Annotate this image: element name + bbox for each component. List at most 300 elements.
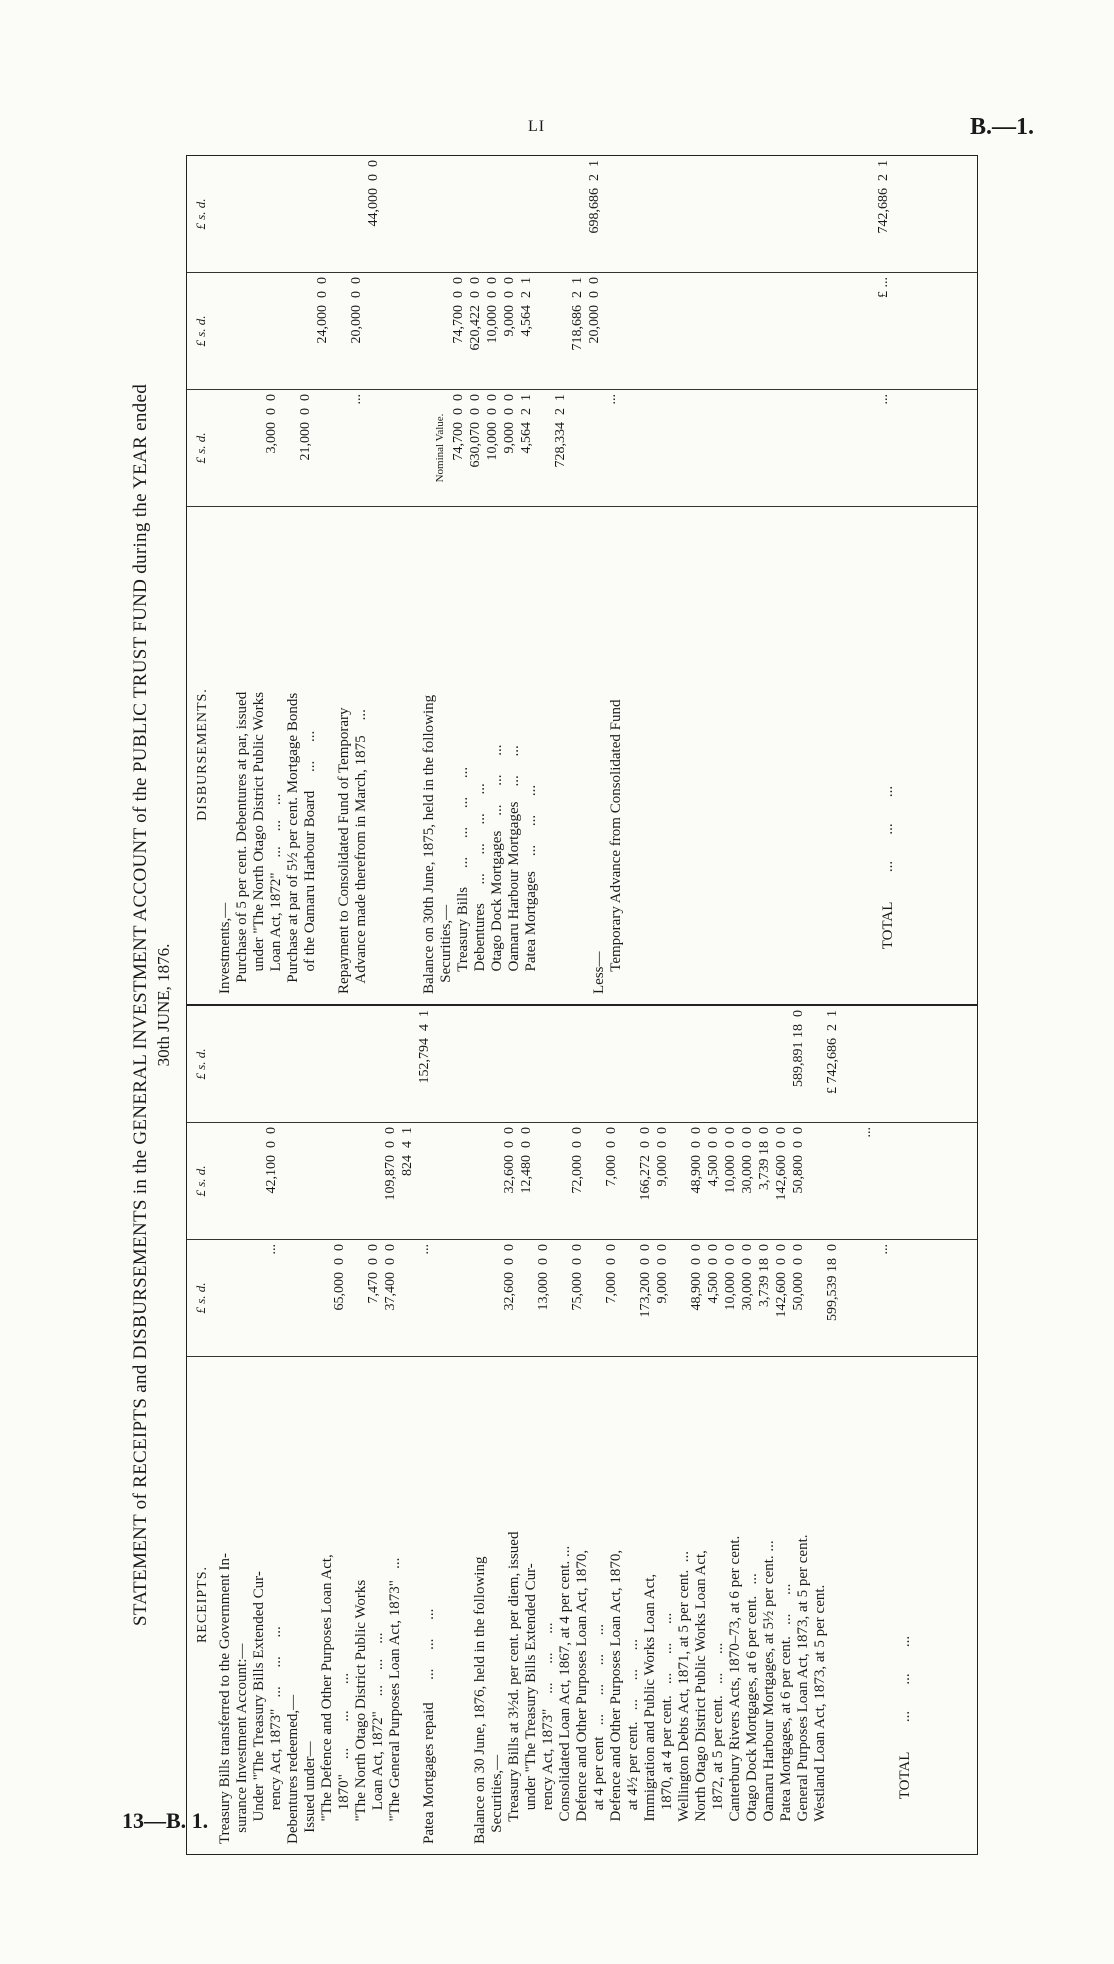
disbursements-amount-col-2 bbox=[187, 272, 977, 389]
text-line bbox=[828, 515, 845, 994]
text-line bbox=[811, 515, 828, 994]
amount-cell bbox=[859, 160, 876, 268]
amount-cell bbox=[281, 1127, 298, 1235]
amount-cell bbox=[672, 1010, 689, 1118]
amount-cell bbox=[621, 160, 638, 268]
text-line: Oamaru Harbour Mortgages ... ... bbox=[505, 745, 522, 994]
amount-cell: 824 4 1 bbox=[400, 1127, 416, 1176]
amount-cell bbox=[315, 1244, 332, 1352]
amount-cell bbox=[808, 1010, 825, 1118]
amount-cell bbox=[706, 277, 723, 385]
amount-cell bbox=[400, 277, 417, 385]
amount-cell bbox=[672, 277, 689, 385]
text-line: Purchase of 5 per cent. Debentures at par, issued bbox=[233, 691, 250, 994]
amount-cell bbox=[485, 1010, 502, 1118]
amount-cell: 21,000 0 0 bbox=[298, 394, 314, 461]
amount-cell bbox=[859, 394, 876, 502]
amount-cell bbox=[417, 1127, 434, 1235]
disbursements-col1-values bbox=[213, 394, 893, 502]
amount-cell bbox=[536, 277, 553, 385]
amount-cell bbox=[893, 1244, 910, 1352]
text-line: Westland Loan Act, 1873, at 5 per cent. bbox=[811, 1584, 828, 1844]
text-line bbox=[386, 515, 403, 994]
amount-cell: 142,600 0 0 bbox=[774, 1127, 790, 1201]
amount-cell: ... bbox=[876, 394, 892, 405]
text-line bbox=[454, 1365, 471, 1844]
amount-cell: ... bbox=[604, 394, 620, 405]
amount-cell bbox=[281, 1010, 298, 1118]
amount-cell: 20,000 0 0 bbox=[349, 277, 365, 344]
amount-cell bbox=[213, 394, 230, 502]
amount-cell bbox=[842, 394, 859, 502]
amount-cell: 589,891 18 0 bbox=[791, 1010, 807, 1087]
amount-cell bbox=[536, 1127, 553, 1235]
amount-cell bbox=[553, 1244, 570, 1352]
text-line: Repayment to Consolidated Fund of Temporary bbox=[335, 707, 352, 994]
amount-cell bbox=[587, 394, 604, 502]
amount-cell bbox=[332, 277, 349, 385]
amount-cell bbox=[230, 1244, 247, 1352]
text-line bbox=[624, 515, 641, 994]
amount-cell bbox=[298, 1244, 315, 1352]
amount-cell bbox=[519, 1244, 536, 1352]
amount-cell: 65,000 0 0 bbox=[332, 1244, 348, 1311]
text-line bbox=[845, 515, 862, 994]
receipts-half bbox=[187, 1006, 977, 1854]
amount-cell bbox=[213, 1244, 230, 1352]
amount-cell: 3,000 0 0 bbox=[264, 394, 280, 454]
amount-cell: 24,000 0 0 bbox=[315, 277, 331, 344]
amount-cell: 9,000 0 0 bbox=[502, 394, 518, 454]
amount-cell bbox=[247, 160, 264, 268]
amount-cell bbox=[502, 1010, 519, 1118]
text-line: at 4½ per cent. ... ... ... bbox=[624, 1639, 641, 1844]
amount-cell bbox=[655, 277, 672, 385]
amount-cell: 9,000 0 0 bbox=[502, 277, 518, 337]
amount-cell: ... bbox=[264, 1244, 280, 1255]
disbursements-half bbox=[187, 156, 977, 1006]
text-line: 1870" ... ... ... bbox=[335, 1672, 352, 1844]
amount-cell: 48,900 0 0 bbox=[689, 1127, 705, 1194]
text-line bbox=[573, 515, 590, 994]
text-line: Balance on 30th June, 1875, held in the following bbox=[420, 694, 437, 994]
amount-cell bbox=[808, 277, 825, 385]
amount-cell bbox=[230, 160, 247, 268]
amount-cell: 30,000 0 0 bbox=[740, 1127, 756, 1194]
receipts-amount-col-1 bbox=[187, 1239, 977, 1356]
amount-cell bbox=[553, 277, 570, 385]
amount-cell bbox=[740, 1010, 757, 1118]
text-line: Patea Mortgages repaid ... ... ... bbox=[420, 1608, 437, 1844]
amount-cell: 32,600 0 0 bbox=[502, 1127, 518, 1194]
amount-cell bbox=[638, 160, 655, 268]
text-line: Securities,— bbox=[437, 904, 454, 994]
amount-cell bbox=[383, 160, 400, 268]
amount-cell bbox=[757, 277, 774, 385]
amount-cell bbox=[264, 277, 281, 385]
amount-cell bbox=[281, 1244, 298, 1352]
amount-cell: 72,000 0 0 bbox=[570, 1127, 586, 1194]
text-line bbox=[658, 515, 675, 994]
amount-cell: 3,739 18 0 bbox=[757, 1244, 773, 1307]
amount-cell bbox=[536, 394, 553, 502]
statement-title: STATEMENT of RECEIPTS and DISBURSEMENTS in the GENERAL INVESTMENT ACCOUNT of the PUBLIC TRUST FUND during the YEAR ended bbox=[130, 383, 151, 1627]
amount-cell bbox=[808, 1244, 825, 1352]
amount-cell bbox=[315, 394, 332, 502]
amount-cell: Nominal Value. bbox=[434, 413, 447, 483]
amount-cell bbox=[434, 277, 451, 385]
amount-cell bbox=[349, 160, 366, 268]
amount-cell bbox=[417, 394, 434, 502]
amount-cell: 10,000 0 0 bbox=[485, 394, 501, 461]
text-line bbox=[539, 515, 556, 994]
text-line: 1870, at 4 per cent. ... ... ... bbox=[658, 1612, 675, 1844]
text-line bbox=[369, 515, 386, 994]
text-line: Consolidated Loan Act, 1867, at 4 per cent. ... bbox=[556, 1545, 573, 1844]
amount-cell bbox=[740, 160, 757, 268]
amount-cell bbox=[723, 160, 740, 268]
text-line: Under "The Treasury Bills Extended Cur- bbox=[250, 1571, 267, 1844]
amount-cell bbox=[570, 160, 587, 268]
text-line bbox=[692, 515, 709, 994]
amount-cell: 630,070 0 0 bbox=[468, 394, 484, 468]
amount-cell: 74,700 0 0 bbox=[451, 394, 467, 461]
text-line: Otago Dock Mortgages, at 6 per cent. ... bbox=[743, 1573, 760, 1844]
amount-cell bbox=[842, 160, 859, 268]
amount-cell bbox=[638, 1010, 655, 1118]
text-line: Wellington Debts Act, 1871, at 5 per cent. ... bbox=[675, 1550, 692, 1844]
amount-cell bbox=[655, 1010, 672, 1118]
amount-cell bbox=[468, 1127, 485, 1235]
amount-cell: 4,564 2 1 bbox=[519, 277, 535, 337]
amount-cell bbox=[825, 1127, 842, 1235]
amount-cell bbox=[842, 1244, 859, 1352]
receipts-description-column bbox=[187, 1356, 977, 1854]
amount-cell: 13,000 0 0 bbox=[536, 1244, 552, 1311]
text-line: Advance made therefrom in March, 1875 ... bbox=[352, 709, 369, 994]
text-line bbox=[845, 1365, 862, 1844]
text-line bbox=[862, 515, 879, 994]
amount-cell bbox=[247, 394, 264, 502]
amount-cell: 42,100 0 0 bbox=[264, 1127, 280, 1194]
text-line: Immigration and Public Works Loan Act, bbox=[641, 1573, 658, 1844]
receipts-lines bbox=[216, 1365, 913, 1844]
amount-cell: 10,000 0 0 bbox=[723, 1244, 739, 1311]
amount-cell bbox=[298, 160, 315, 268]
amount-cell: 37,400 0 0 bbox=[383, 1244, 399, 1311]
amount-cell bbox=[672, 1244, 689, 1352]
amount-cell: ... bbox=[876, 1244, 892, 1255]
amount-cell bbox=[264, 1010, 281, 1118]
amount-cell bbox=[791, 394, 808, 502]
text-line bbox=[556, 515, 573, 994]
amount-cell bbox=[689, 160, 706, 268]
amount-cell bbox=[587, 1010, 604, 1118]
amount-cell: 742,686 2 1 bbox=[876, 160, 892, 234]
amount-cell bbox=[332, 160, 349, 268]
amount-cell bbox=[247, 1127, 264, 1235]
amount-cell bbox=[400, 1010, 417, 1118]
amount-cell bbox=[417, 277, 434, 385]
text-line bbox=[743, 515, 760, 994]
amount-cell bbox=[213, 1127, 230, 1235]
amount-cell bbox=[366, 394, 383, 502]
amount-cell: 48,900 0 0 bbox=[689, 1244, 705, 1311]
amount-cell bbox=[451, 160, 468, 268]
amount-cell bbox=[434, 1244, 451, 1352]
amount-cell: 166,272 0 0 bbox=[638, 1127, 654, 1201]
amount-cell bbox=[553, 160, 570, 268]
amount-cell bbox=[383, 394, 400, 502]
text-line: under "The North Otago District Public Works bbox=[250, 691, 267, 994]
amount-cell: 50,000 0 0 bbox=[791, 1244, 807, 1311]
amount-cell bbox=[298, 1127, 315, 1235]
amount-cell bbox=[485, 1127, 502, 1235]
text-line bbox=[437, 1365, 454, 1844]
amount-cell bbox=[638, 394, 655, 502]
amount-cell bbox=[519, 1010, 536, 1118]
text-line: "The North Otago District Public Works bbox=[352, 1579, 369, 1844]
amount-cell bbox=[808, 1127, 825, 1235]
amount-cell bbox=[808, 160, 825, 268]
text-line: General Purposes Loan Act, 1873, at 5 per cent. bbox=[794, 1534, 811, 1844]
amount-cell bbox=[230, 394, 247, 502]
column-heading: £ s. d. bbox=[193, 1165, 209, 1197]
amount-cell bbox=[315, 1127, 332, 1235]
text-line: at 4 per cent ... ... ... ... bbox=[590, 1624, 607, 1844]
text-line: Loan Act, 1872" ... ... ... bbox=[267, 793, 284, 994]
amount-cell bbox=[655, 394, 672, 502]
amount-cell bbox=[706, 394, 723, 502]
amount-cell: 109,870 0 0 bbox=[383, 1127, 399, 1201]
amount-cell bbox=[434, 1127, 451, 1235]
text-line bbox=[828, 1365, 845, 1844]
text-line: Treasury Bills at 3½d. per cent. per diem, issued bbox=[505, 1531, 522, 1844]
amount-cell bbox=[774, 394, 791, 502]
text-line: Treasury Bills transferred to the Government In- bbox=[216, 1552, 233, 1844]
amount-cell: 142,600 0 0 bbox=[774, 1244, 790, 1318]
amount-cell bbox=[689, 1010, 706, 1118]
text-line bbox=[675, 515, 692, 994]
amount-cell bbox=[859, 1244, 876, 1352]
amount-cell bbox=[366, 277, 383, 385]
text-line bbox=[879, 1365, 896, 1844]
amount-cell bbox=[519, 160, 536, 268]
text-line: Otago Dock Mortgages ... ... ... bbox=[488, 744, 505, 994]
amount-cell: 10,000 0 0 bbox=[485, 277, 501, 344]
amount-cell bbox=[842, 277, 859, 385]
amount-cell: 30,000 0 0 bbox=[740, 1244, 756, 1311]
amount-cell bbox=[774, 1010, 791, 1118]
text-line: Canterbury Rivers Acts, 1870–73, at 6 per cent. bbox=[726, 1535, 743, 1844]
text-line: rency Act, 1873" ... ... ... bbox=[267, 1626, 284, 1844]
amount-cell bbox=[247, 277, 264, 385]
column-heading: £ s. d. bbox=[193, 432, 209, 464]
amount-cell bbox=[434, 160, 451, 268]
receipts-heading: RECEIPTS. bbox=[195, 1565, 211, 1644]
amount-cell: 7,470 0 0 bbox=[366, 1244, 382, 1304]
text-line: Defence and Other Purposes Loan Act, 1870, bbox=[607, 1549, 624, 1844]
amount-cell bbox=[332, 1010, 349, 1118]
amount-cell bbox=[553, 1010, 570, 1118]
text-line: 1872, at 5 per cent. ... ... bbox=[709, 1642, 726, 1844]
amount-cell: 3,739 18 0 bbox=[757, 1127, 773, 1190]
amount-cell: 20,000 0 0 bbox=[587, 277, 603, 344]
amount-cell bbox=[655, 160, 672, 268]
text-line: Debentures redeemed,— bbox=[284, 1694, 301, 1844]
amount-cell bbox=[383, 277, 400, 385]
disbursements-col3-values bbox=[213, 160, 893, 268]
rotated-statement bbox=[130, 155, 1010, 1855]
amount-cell bbox=[281, 277, 298, 385]
amount-cell bbox=[604, 1010, 621, 1118]
column-heading: £ s. d. bbox=[193, 1282, 209, 1314]
receipts-amount-col-2 bbox=[187, 1122, 977, 1239]
amount-cell bbox=[570, 394, 587, 502]
amount-cell bbox=[774, 277, 791, 385]
amount-cell bbox=[417, 160, 434, 268]
amount-cell: £ 742,686 2 1 bbox=[825, 1010, 841, 1094]
amount-cell: 599,539 18 0 bbox=[825, 1244, 841, 1321]
amount-cell bbox=[842, 1127, 859, 1235]
amount-cell bbox=[621, 1244, 638, 1352]
amount-cell: 4,500 0 0 bbox=[706, 1127, 722, 1187]
amount-cell: 728,334 2 1 bbox=[553, 394, 569, 468]
amount-cell bbox=[570, 1010, 587, 1118]
disbursements-amount-col-1 bbox=[187, 389, 977, 506]
amount-cell bbox=[672, 394, 689, 502]
amount-cell bbox=[740, 277, 757, 385]
amount-cell bbox=[723, 1010, 740, 1118]
amount-cell bbox=[621, 277, 638, 385]
amount-cell bbox=[876, 1127, 893, 1235]
amount-cell bbox=[638, 277, 655, 385]
amount-cell bbox=[825, 394, 842, 502]
receipts-amount-col-3 bbox=[187, 1006, 977, 1122]
amount-cell: 4,500 0 0 bbox=[706, 1244, 722, 1304]
amount-cell bbox=[672, 1127, 689, 1235]
text-line bbox=[794, 515, 811, 994]
amount-cell bbox=[451, 1010, 468, 1118]
amount-cell: 44,000 0 0 bbox=[366, 160, 382, 227]
text-line bbox=[760, 515, 777, 994]
amount-cell bbox=[383, 1010, 400, 1118]
amount-cell bbox=[400, 1244, 417, 1352]
text-line bbox=[862, 1365, 879, 1844]
amount-cell bbox=[842, 1010, 859, 1118]
amount-cell: 32,600 0 0 bbox=[502, 1244, 518, 1311]
amount-cell bbox=[281, 160, 298, 268]
amount-cell bbox=[298, 1010, 315, 1118]
amount-cell: 75,000 0 0 bbox=[570, 1244, 586, 1311]
amount-cell bbox=[332, 1127, 349, 1235]
amount-cell bbox=[536, 1010, 553, 1118]
amount-cell bbox=[451, 1244, 468, 1352]
amount-cell bbox=[587, 1244, 604, 1352]
text-line: Issued under— bbox=[301, 1741, 318, 1844]
amount-cell bbox=[468, 1010, 485, 1118]
amount-cell bbox=[689, 394, 706, 502]
amount-cell bbox=[825, 277, 842, 385]
amount-cell bbox=[247, 1244, 264, 1352]
amount-cell: 9,000 0 0 bbox=[655, 1127, 671, 1187]
amount-cell bbox=[672, 160, 689, 268]
text-line: under "The Treasury Bills Extended Cur- bbox=[522, 1563, 539, 1844]
amount-cell: 12,480 0 0 bbox=[519, 1127, 535, 1194]
amount-cell bbox=[689, 277, 706, 385]
text-line: Investments,— bbox=[216, 902, 233, 994]
text-line bbox=[777, 515, 794, 994]
amount-cell bbox=[825, 160, 842, 268]
amount-cell bbox=[213, 277, 230, 385]
amount-cell: 4,564 2 1 bbox=[519, 394, 535, 454]
text-line bbox=[403, 1365, 420, 1844]
amount-cell bbox=[315, 1010, 332, 1118]
text-line: Defence and Other Purposes Loan Act, 1870, bbox=[573, 1549, 590, 1844]
amount-cell bbox=[298, 277, 315, 385]
amount-cell bbox=[706, 160, 723, 268]
footer-reference: 13—B. 1. bbox=[122, 1808, 209, 1833]
text-line: surance Investment Account:— bbox=[233, 1643, 250, 1844]
amount-cell bbox=[859, 277, 876, 385]
amount-cell bbox=[230, 1127, 247, 1235]
amount-cell: £ ... bbox=[876, 277, 892, 298]
text-line bbox=[641, 515, 658, 994]
amount-cell: ... bbox=[417, 1244, 433, 1255]
amount-cell: 7,000 0 0 bbox=[604, 1127, 620, 1187]
amount-cell bbox=[315, 160, 332, 268]
amount-cell bbox=[536, 160, 553, 268]
amount-cell bbox=[502, 160, 519, 268]
amount-cell: 9,000 0 0 bbox=[655, 1244, 671, 1304]
amount-cell: 74,700 0 0 bbox=[451, 277, 467, 344]
page-reference: B.—1. bbox=[970, 114, 1035, 140]
page-number: LI bbox=[528, 118, 546, 135]
amount-cell bbox=[485, 160, 502, 268]
amount-cell bbox=[366, 1010, 383, 1118]
amount-cell: ... bbox=[859, 1127, 875, 1138]
text-line: Debentures ... ... ... ... bbox=[471, 783, 488, 994]
amount-cell: 152,794 4 1 bbox=[417, 1010, 433, 1084]
amount-cell bbox=[400, 160, 417, 268]
amount-cell bbox=[791, 277, 808, 385]
text-line: Treasury Bills ... ... ... ... bbox=[454, 766, 471, 994]
amount-cell bbox=[468, 1244, 485, 1352]
amount-cell: ... bbox=[349, 394, 365, 405]
amount-cell bbox=[485, 1244, 502, 1352]
text-line: "The Defence and Other Purposes Loan Act, bbox=[318, 1554, 335, 1844]
amount-cell bbox=[281, 394, 298, 502]
amount-cell: 620,422 0 0 bbox=[468, 277, 484, 351]
text-line: Oamaru Harbour Mortgages, at 5½ per cent. ... bbox=[760, 1540, 777, 1844]
amount-cell: 50,800 0 0 bbox=[791, 1127, 807, 1194]
amount-cell bbox=[723, 277, 740, 385]
statement-table bbox=[186, 155, 978, 1855]
text-line: Purchase at par of 5½ per cent. Mortgage Bonds bbox=[284, 692, 301, 994]
text-line: North Otago District Public Works Loan Act, bbox=[692, 1550, 709, 1844]
amount-cell bbox=[349, 1010, 366, 1118]
amount-cell bbox=[213, 160, 230, 268]
amount-cell bbox=[230, 1010, 247, 1118]
text-line: Securities,— bbox=[488, 1754, 505, 1844]
text-line: TOTAL ... ... ... bbox=[879, 785, 896, 994]
text-line: Balance on 30 June, 1876, held in the following bbox=[471, 1556, 488, 1844]
receipts-col2-values bbox=[213, 1127, 893, 1235]
text-line bbox=[726, 515, 743, 994]
amount-cell bbox=[230, 277, 247, 385]
amount-cell bbox=[434, 1010, 451, 1118]
amount-cell bbox=[349, 1127, 366, 1235]
